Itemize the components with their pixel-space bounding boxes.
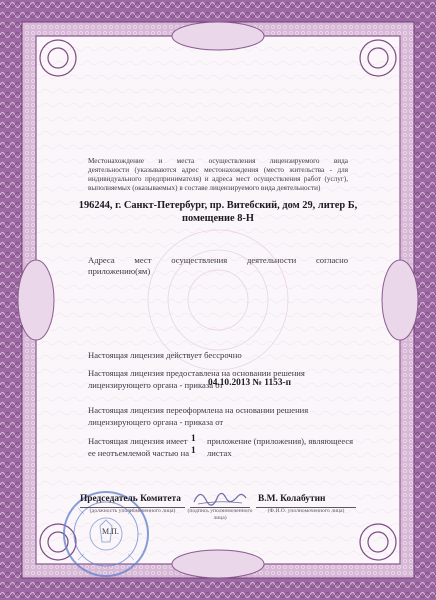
location-caption-line-2: деятельности (указываются адрес местонахождения (место жительства - для bbox=[88, 166, 348, 174]
reissued-line-2: лицензирующего органа - приказа от bbox=[88, 417, 224, 427]
appendix-line-1-pre: Настоящая лицензия имеет bbox=[88, 436, 188, 446]
position-caption: (должность уполномоченного лица) bbox=[89, 508, 176, 514]
validity-text: Настоящая лицензия действует бессрочно bbox=[88, 350, 242, 360]
address-line-1: 196244, г. Санкт-Петербург, пр. Витебский, дом 29, литер Б, bbox=[78, 200, 358, 211]
appendix-line-1-post: приложение (приложения), являющееся bbox=[207, 436, 354, 446]
granted-line-1: Настоящая лицензия предоставлена на основании решения bbox=[88, 368, 305, 378]
signatory-position: Председатель Комитета bbox=[80, 494, 181, 504]
name-caption: (Ф.И.О. уполномоченного лица) bbox=[267, 508, 345, 514]
signatory-name: В.М. Колабутин bbox=[258, 494, 326, 504]
granted-order: 04.10.2013 № 1153-п bbox=[208, 378, 292, 388]
signature-caption: (подпись уполномоченного лица) bbox=[187, 508, 253, 521]
appendix-line-2-pre: ее неотъемлемой частью на bbox=[88, 448, 190, 458]
addresses-line-1: Адреса мест осуществления деятельности согласно bbox=[88, 255, 348, 265]
location-caption-line-4: выполняемых (оказываемых) в составе лицензируемого вида деятельности) bbox=[88, 184, 321, 192]
location-caption-line-1: Местонахождение и места осуществления лицензируемого вида bbox=[88, 157, 348, 165]
seal-mark: М.П. bbox=[102, 527, 119, 536]
granted-line-2: лицензирующего органа - приказа от bbox=[88, 380, 224, 390]
appendix-sheets: 1 bbox=[191, 446, 196, 456]
location-caption-line-3: индивидуального предпринимателя) и адреса мест осуществления работ (услуг), bbox=[88, 175, 348, 183]
reissued-line-1: Настоящая лицензия переоформлена на основании решения bbox=[88, 405, 309, 415]
appendix-line-2-post: листах bbox=[207, 448, 232, 458]
address-line-2: помещение 8-Н bbox=[182, 213, 254, 224]
addresses-line-2: приложению(ям) bbox=[88, 266, 151, 276]
appendix-count: 1 bbox=[191, 434, 196, 444]
